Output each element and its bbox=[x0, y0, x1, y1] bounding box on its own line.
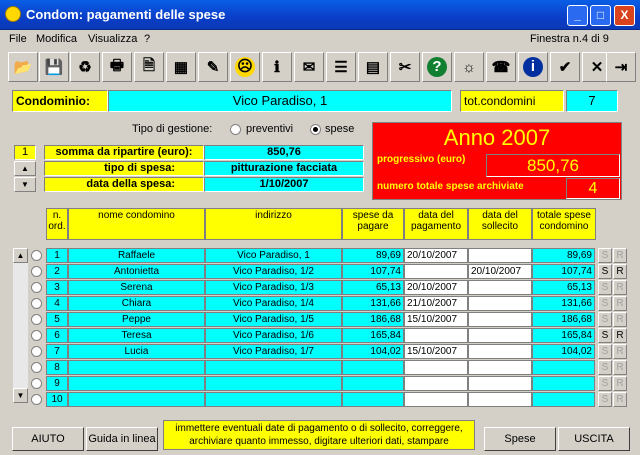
row-select-radio[interactable] bbox=[31, 330, 42, 341]
sollecito-button[interactable]: S bbox=[598, 328, 612, 343]
cell-spese: 104,02 bbox=[342, 344, 404, 359]
cell-ord: 9 bbox=[46, 376, 68, 391]
sollecito-button[interactable]: S bbox=[598, 312, 612, 327]
numero-spese-value: 4 bbox=[566, 178, 620, 199]
cell-indirizzo: Vico Paradiso, 1 bbox=[205, 248, 342, 263]
row-select-radio[interactable] bbox=[31, 298, 42, 309]
lightbulb-icon[interactable]: ☼ bbox=[454, 52, 484, 82]
cell-ord: 10 bbox=[46, 392, 68, 407]
sad-face-icon[interactable]: ☹ bbox=[230, 52, 260, 82]
ricevuta-button[interactable]: R bbox=[613, 312, 627, 327]
cell-nome: Lucia bbox=[68, 344, 205, 359]
cell-totale bbox=[532, 360, 595, 375]
ricevuta-button[interactable]: R bbox=[613, 264, 627, 279]
cell-nome bbox=[68, 360, 205, 375]
cell-sollecito[interactable] bbox=[468, 328, 532, 343]
cell-pagamento[interactable] bbox=[404, 376, 468, 391]
row-select-radio[interactable] bbox=[31, 266, 42, 277]
spesa-up-button[interactable]: ▲ bbox=[14, 161, 36, 176]
cell-sollecito[interactable] bbox=[468, 248, 532, 263]
table-row bbox=[46, 360, 595, 375]
cell-nome: Peppe bbox=[68, 312, 205, 327]
cell-pagamento[interactable]: 20/10/2007 bbox=[404, 248, 468, 263]
cell-indirizzo: Vico Paradiso, 1/4 bbox=[205, 296, 342, 311]
exit-icon[interactable]: ⇥ bbox=[606, 52, 636, 82]
cell-sollecito[interactable]: 20/10/2007 bbox=[468, 264, 532, 279]
cell-indirizzo: Vico Paradiso, 1/5 bbox=[205, 312, 342, 327]
cell-pagamento[interactable]: 15/10/2007 bbox=[404, 312, 468, 327]
cell-ord: 7 bbox=[46, 344, 68, 359]
header-totale: totale spese condomino bbox=[532, 208, 596, 240]
row-select-radio[interactable] bbox=[31, 282, 42, 293]
cell-nome bbox=[68, 392, 205, 407]
cell-spese: 89,69 bbox=[342, 248, 404, 263]
cell-spese: 131,66 bbox=[342, 296, 404, 311]
cell-totale bbox=[532, 392, 595, 407]
cell-indirizzo bbox=[205, 360, 342, 375]
table-row bbox=[46, 248, 595, 263]
archive-icon[interactable]: ▤ bbox=[358, 52, 388, 82]
cell-totale: 131,66 bbox=[532, 296, 595, 311]
cell-pagamento[interactable] bbox=[404, 328, 468, 343]
save-icon[interactable]: 💾 bbox=[39, 52, 69, 82]
cell-nome: Raffaele bbox=[68, 248, 205, 263]
cell-totale: 65,13 bbox=[532, 280, 595, 295]
cell-ord: 5 bbox=[46, 312, 68, 327]
preventivi-label: preventivi bbox=[246, 123, 294, 135]
row-select-radio[interactable] bbox=[31, 314, 42, 325]
sollecito-button[interactable]: S bbox=[598, 280, 612, 295]
spese-label: spese bbox=[325, 123, 355, 135]
menu-file[interactable]: File bbox=[9, 33, 27, 45]
menu-modifica[interactable]: Modifica bbox=[36, 33, 77, 45]
tools-icon[interactable]: ✂ bbox=[390, 52, 420, 82]
cell-totale: 107,74 bbox=[532, 264, 595, 279]
cross-icon[interactable]: ✕ bbox=[582, 52, 612, 82]
header-spese: spese da pagare bbox=[342, 208, 404, 240]
cell-pagamento[interactable]: 21/10/2007 bbox=[404, 296, 468, 311]
cell-indirizzo: Vico Paradiso, 1/2 bbox=[205, 264, 342, 279]
text-page-icon[interactable]: ☰ bbox=[326, 52, 356, 82]
calculator-icon[interactable]: ▦ bbox=[166, 52, 196, 82]
edit-document-icon[interactable]: ✎ bbox=[198, 52, 228, 82]
title-bar bbox=[0, 0, 640, 30]
ricevuta-button[interactable]: R bbox=[613, 360, 627, 375]
table-row bbox=[46, 280, 595, 295]
cell-indirizzo: Vico Paradiso, 1/6 bbox=[205, 328, 342, 343]
somma-value: 850,76 bbox=[204, 145, 364, 160]
header-sollecito: data del sollecito bbox=[468, 208, 532, 240]
data-spesa-value: 1/10/2007 bbox=[204, 177, 364, 192]
preventivi-radio[interactable] bbox=[230, 124, 241, 135]
cell-indirizzo: Vico Paradiso, 1/7 bbox=[205, 344, 342, 359]
condominio-label: Condominio: bbox=[12, 90, 108, 112]
cell-ord: 8 bbox=[46, 360, 68, 375]
cell-totale: 89,69 bbox=[532, 248, 595, 263]
cell-spese: 165,84 bbox=[342, 328, 404, 343]
scroll-down-icon[interactable]: ▼ bbox=[13, 388, 28, 403]
ricevuta-button[interactable]: R bbox=[613, 296, 627, 311]
cell-sollecito[interactable] bbox=[468, 312, 532, 327]
tot-condomini-value: 7 bbox=[566, 90, 618, 112]
gestione-label: Tipo di gestione: bbox=[132, 123, 213, 135]
cell-sollecito[interactable] bbox=[468, 360, 532, 375]
row-select-radio[interactable] bbox=[31, 250, 42, 261]
cell-nome: Serena bbox=[68, 280, 205, 295]
spese-radio[interactable] bbox=[310, 124, 321, 135]
table-row bbox=[46, 392, 595, 407]
row-select-radio[interactable] bbox=[31, 346, 42, 357]
maximize-button[interactable]: □ bbox=[590, 5, 611, 26]
cell-nome bbox=[68, 376, 205, 391]
menu-help[interactable]: ? bbox=[144, 33, 151, 45]
menu-visualizza[interactable]: Visualizza bbox=[88, 33, 138, 45]
cell-sollecito[interactable] bbox=[468, 376, 532, 391]
note-icon[interactable]: ✉ bbox=[294, 52, 324, 82]
open-folder-icon[interactable]: 📂 bbox=[8, 52, 38, 82]
cell-ord: 1 bbox=[46, 248, 68, 263]
minimize-button[interactable]: _ bbox=[567, 5, 588, 26]
cell-totale: 186,68 bbox=[532, 312, 595, 327]
cell-sollecito[interactable] bbox=[468, 392, 532, 407]
cell-pagamento[interactable] bbox=[404, 392, 468, 407]
header-pagamento: data del pagamento bbox=[404, 208, 468, 240]
uscita-button[interactable]: USCITA bbox=[558, 427, 630, 451]
cell-indirizzo: Vico Paradiso, 1/3 bbox=[205, 280, 342, 295]
sollecito-button[interactable]: S bbox=[598, 264, 612, 279]
cell-spese: 186,68 bbox=[342, 312, 404, 327]
cell-totale: 165,84 bbox=[532, 328, 595, 343]
cell-ord: 3 bbox=[46, 280, 68, 295]
cell-ord: 6 bbox=[46, 328, 68, 343]
sollecito-button[interactable]: S bbox=[598, 296, 612, 311]
cell-pagamento[interactable] bbox=[404, 264, 468, 279]
cell-totale: 104,02 bbox=[532, 344, 595, 359]
header-ord: n. ord. bbox=[46, 208, 68, 240]
menu-bar bbox=[0, 30, 640, 48]
cell-ord: 4 bbox=[46, 296, 68, 311]
ricevuta-button[interactable]: R bbox=[613, 376, 627, 391]
cell-spese bbox=[342, 392, 404, 407]
cell-ord: 2 bbox=[46, 264, 68, 279]
spese-button[interactable]: Spese bbox=[484, 427, 556, 451]
sollecito-button[interactable]: S bbox=[598, 248, 612, 263]
cell-pagamento[interactable]: 20/10/2007 bbox=[404, 280, 468, 295]
ricevuta-button[interactable]: R bbox=[613, 392, 627, 407]
toolbar bbox=[4, 52, 634, 84]
cell-nome: Chiara bbox=[68, 296, 205, 311]
cell-spese bbox=[342, 376, 404, 391]
recycle-bin-icon[interactable]: ♻ bbox=[70, 52, 100, 82]
cell-nome: Antonietta bbox=[68, 264, 205, 279]
cell-sollecito[interactable] bbox=[468, 296, 532, 311]
aiuto-button[interactable]: AIUTO bbox=[12, 427, 84, 451]
telephone-icon[interactable]: ☎ bbox=[486, 52, 516, 82]
help-icon[interactable]: ? bbox=[422, 52, 452, 82]
cell-sollecito[interactable] bbox=[468, 344, 532, 359]
progressivo-value: 850,76 bbox=[486, 154, 620, 177]
sollecito-button[interactable]: S bbox=[598, 360, 612, 375]
table-row bbox=[46, 296, 595, 311]
sollecito-button[interactable]: S bbox=[598, 344, 612, 359]
spesa-down-button[interactable]: ▼ bbox=[14, 177, 36, 192]
tipo-spesa-value: pitturazione facciata bbox=[204, 161, 364, 176]
guida-button[interactable]: Guida in linea bbox=[86, 427, 158, 451]
cell-indirizzo bbox=[205, 392, 342, 407]
table-row bbox=[46, 312, 595, 327]
anno-panel bbox=[372, 122, 622, 200]
cell-spese: 107,74 bbox=[342, 264, 404, 279]
info-icon[interactable]: i bbox=[518, 52, 548, 82]
header-indirizzo: indirizzo bbox=[205, 208, 342, 240]
cell-pagamento[interactable]: 15/10/2007 bbox=[404, 344, 468, 359]
window-info: Finestra n.4 di 9 bbox=[530, 33, 609, 45]
window-title: Condom: pagamenti delle spese bbox=[26, 7, 226, 22]
table-row bbox=[46, 264, 595, 279]
somma-label: somma da ripartire (euro): bbox=[44, 145, 204, 160]
info-bubble-icon[interactable]: ℹ bbox=[262, 52, 292, 82]
header-nome: nome condomino bbox=[68, 208, 205, 240]
table-row bbox=[46, 328, 595, 343]
row-select-radio[interactable] bbox=[31, 378, 42, 389]
ricevuta-button[interactable]: R bbox=[613, 248, 627, 263]
cell-totale bbox=[532, 376, 595, 391]
ricevuta-button[interactable]: R bbox=[613, 344, 627, 359]
row-scrollbar[interactable] bbox=[13, 248, 28, 403]
close-button[interactable]: X bbox=[614, 5, 635, 26]
print-preview-icon[interactable]: 🗎 bbox=[134, 52, 164, 82]
sollecito-button[interactable]: S bbox=[598, 376, 612, 391]
cell-sollecito[interactable] bbox=[468, 280, 532, 295]
cell-spese: 65,13 bbox=[342, 280, 404, 295]
row-select-radio[interactable] bbox=[31, 394, 42, 405]
table-row bbox=[46, 344, 595, 359]
ricevuta-button[interactable]: R bbox=[613, 328, 627, 343]
tipo-spesa-label: tipo di spesa: bbox=[44, 161, 204, 176]
data-spesa-label: data della spesa: bbox=[44, 177, 204, 192]
status-message: immettere eventuali date di pagamento o di sollecito, correggere, archiviare quanto immesso, digitare ulteriori dati, stampare bbox=[163, 420, 475, 450]
spesa-index: 1 bbox=[14, 145, 36, 160]
sollecito-button[interactable]: S bbox=[598, 392, 612, 407]
print-icon[interactable]: 🖶 bbox=[102, 52, 132, 82]
condominio-name: Vico Paradiso, 1 bbox=[108, 90, 452, 112]
scroll-up-icon[interactable]: ▲ bbox=[13, 248, 28, 263]
cell-pagamento[interactable] bbox=[404, 360, 468, 375]
spellcheck-icon[interactable]: ✔ bbox=[550, 52, 580, 82]
anno-title: Anno 2007 bbox=[443, 125, 551, 150]
tot-condomini-label: tot.condomini bbox=[460, 90, 564, 112]
table-row bbox=[46, 376, 595, 391]
row-select-radio[interactable] bbox=[31, 362, 42, 373]
ricevuta-button[interactable]: R bbox=[613, 280, 627, 295]
progressivo-label: progressivo (euro) bbox=[377, 154, 466, 165]
cell-spese bbox=[342, 360, 404, 375]
numero-spese-label: numero totale spese archiviate bbox=[377, 181, 524, 192]
app-icon bbox=[5, 6, 21, 22]
cell-nome: Teresa bbox=[68, 328, 205, 343]
cell-indirizzo bbox=[205, 376, 342, 391]
